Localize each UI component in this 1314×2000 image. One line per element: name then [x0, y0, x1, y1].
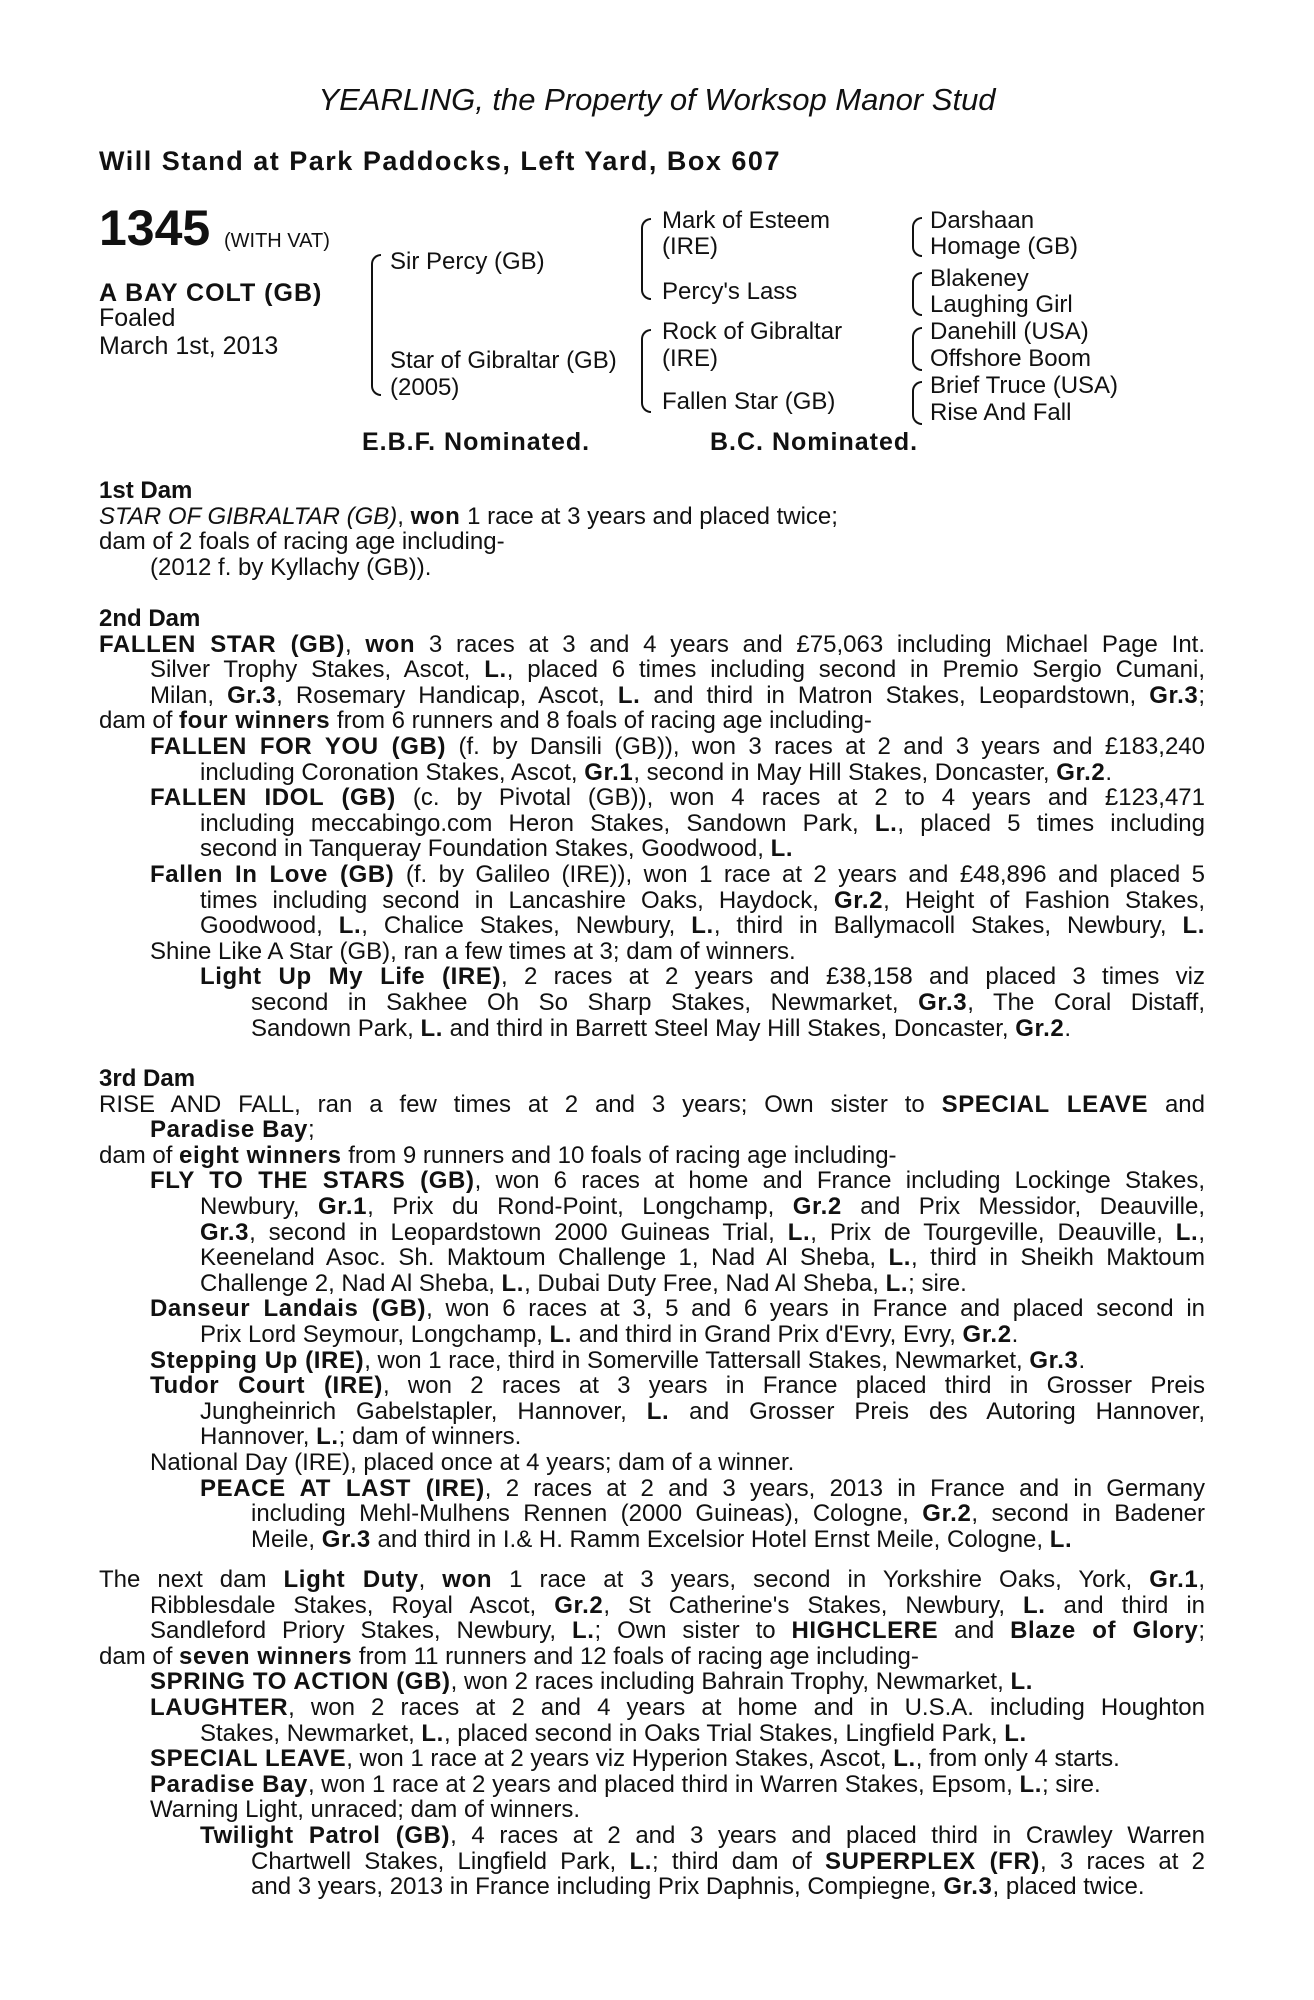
pedigree-sire-dam: Percy's Lass — [662, 278, 798, 305]
text-line — [99, 1296, 1205, 1322]
bold-text: FLY TO THE STARS (GB) — [150, 1167, 475, 1195]
bold-text: Gr.1 — [584, 758, 634, 786]
text-span: second in Sakhee Oh So Sharp Stakes, Newmarket, — [251, 988, 919, 1016]
text-line: National Day (IRE), placed once at 4 years; dam of a winner. — [150, 1448, 795, 1476]
bold-text: Light Duty — [283, 1566, 419, 1593]
bold-text: Paradise Bay — [150, 1116, 308, 1144]
bold-text: Gr.3 — [1149, 681, 1199, 709]
text-span: and Grosser Preis des Autoring Hannover, — [669, 1397, 1205, 1425]
text-span: 3 races at 3 and 4 years and £75,063 including Michael Page Int. — [415, 630, 1205, 658]
text-line: STAR OF GIBRALTAR (GB), won 1 race at 3 years and placed twice; — [99, 502, 838, 530]
text-line — [99, 683, 1205, 709]
bold-text: Gr.2 — [962, 1320, 1012, 1348]
bold-text: SPECIAL LEAVE — [941, 1090, 1149, 1118]
first-dam-section — [99, 478, 1205, 580]
text-line — [99, 734, 1205, 760]
pedigree-sire-sire: Mark of Esteem — [662, 207, 831, 234]
text-span: and third in Barrett Steel May Hill Stakes, Doncaster, — [442, 1014, 1016, 1042]
text-line — [99, 836, 1205, 862]
bold-text: L. — [1049, 1525, 1073, 1553]
bold-text: Gr.3 — [1029, 1346, 1079, 1374]
text-span: , third in Sheikh Maktoum — [911, 1244, 1205, 1272]
text-line — [99, 1399, 1205, 1425]
text-line — [99, 1016, 1205, 1042]
bold-text: L. — [501, 1269, 525, 1297]
section-title: 2nd Dam — [99, 605, 201, 632]
text-span: , The Coral Distaff, — [967, 988, 1205, 1016]
text-span: , placed 5 times including — [897, 809, 1205, 837]
text-span: ; third dam of — [651, 1847, 825, 1875]
text-span: , won 6 races at 3, 5 and 6 years in France and placed second in — [426, 1295, 1205, 1323]
text-span: and third in Matron Stakes, Leopardstown, — [640, 681, 1150, 709]
text-span: , won 1 race at 2 years viz Hyperion Stakes, Ascot, — [346, 1745, 894, 1773]
text-line: Warning Light, unraced; dam of winners. — [150, 1796, 580, 1824]
bold-text: Gr.2 — [834, 886, 884, 914]
text-span: . — [1078, 1346, 1086, 1374]
text-span: and third in Grand Prix d'Evry, Evry, — [572, 1320, 963, 1348]
text-line — [99, 1168, 1205, 1194]
bold-text: SUPERPLEX (FR) — [824, 1847, 1040, 1875]
text-span: , placed twice. — [992, 1873, 1145, 1901]
text-line — [99, 1772, 1205, 1798]
text-line: dam of 2 foals of racing age including- — [99, 528, 505, 556]
foaled-info — [99, 304, 278, 360]
bold-text: Gr.2 — [792, 1192, 842, 1220]
bold-text: L. — [1004, 1719, 1027, 1747]
text-span: including meccabingo.com Heron Stakes, Sandown Park, — [200, 809, 875, 837]
bold-text: Gr.2 — [922, 1500, 972, 1528]
bold-text: L. — [1023, 1591, 1046, 1619]
pedigree-dam-sire-origin: (IRE) — [662, 345, 718, 372]
bold-text: L. — [549, 1320, 573, 1348]
text-span: including Coronation Stakes, Ascot, — [200, 758, 585, 786]
text-span: , Prix de Tourgeville, Deauville, — [810, 1218, 1176, 1246]
text-span: and Prix Messidor, Deauville, — [841, 1192, 1205, 1220]
text-span: STAR OF GIBRALTAR (GB) — [99, 502, 398, 530]
bold-text: Stepping Up (IRE) — [150, 1346, 365, 1374]
pedigree-g1: Darshaan — [930, 207, 1035, 234]
bold-text: L. — [1182, 912, 1205, 940]
text-span: , — [1198, 1566, 1205, 1593]
text-line — [99, 1322, 1205, 1348]
text-span: Chartwell Stakes, Lingfield Park, — [251, 1847, 630, 1875]
pedigree-g8: Rise And Fall — [930, 399, 1072, 426]
text-span: Meile, — [251, 1525, 322, 1553]
bold-text: L. — [420, 1014, 443, 1042]
text-span: second in Tanqueray Foundation Stakes, Goodwood, — [200, 835, 771, 863]
text-span: and third in — [1045, 1591, 1205, 1619]
bold-text: L. — [338, 912, 362, 940]
ebf-nominated: E.B.F. Nominated. — [362, 428, 591, 456]
lot-number: 1345 — [99, 200, 211, 256]
text-span: ; — [1198, 681, 1206, 709]
pedigree-g5: Danehill (USA) — [930, 318, 1089, 345]
bold-text: LAUGHTER — [150, 1693, 289, 1721]
bold-text: Paradise Bay — [150, 1770, 308, 1798]
bold-text: Gr.3 — [943, 1873, 993, 1901]
text-span: (c. by Pivotal (GB)), won 4 races at 2 to 4 years and £123,471 — [395, 784, 1205, 812]
text-line — [99, 1746, 1205, 1772]
text-span: Stakes, Newmarket, — [200, 1719, 422, 1747]
text-span: , won 2 races at 3 years in France placed third in Grosser Preis — [382, 1372, 1205, 1400]
text-span: , — [1198, 1218, 1205, 1246]
text-span: from 9 runners and 10 foals of racing age including- — [341, 1141, 897, 1169]
text-line — [99, 1143, 1205, 1169]
pedigree-brace — [912, 381, 922, 425]
bold-text: Gr.3 — [200, 1218, 250, 1246]
text-span: Silver Trophy Stakes, Ascot, — [150, 656, 485, 684]
text-line — [99, 1849, 1205, 1875]
bold-text: Gr.2 — [1015, 1014, 1065, 1042]
foaled-date: March 1st, 2013 — [99, 332, 279, 360]
pedigree-brace — [371, 254, 381, 396]
text-line: The next dam Light Duty, won 1 race at 3 years, second in Yorkshire Oaks, York, Gr.1, — [99, 1566, 1205, 1593]
text-span: , won 6 races at home and France including Lockinge Stakes, — [474, 1167, 1205, 1195]
bold-text: Gr.2 — [1056, 758, 1106, 786]
text-span: , St Catherine's Stakes, Newbury, — [603, 1591, 1024, 1619]
text-line — [99, 1245, 1205, 1271]
bold-text: L. — [316, 1423, 339, 1451]
pedigree-brace — [641, 218, 651, 300]
pedigree-g6: Offshore Boom — [930, 345, 1091, 372]
section-title: 1st Dam — [99, 477, 193, 504]
bold-text: L. — [484, 656, 507, 684]
text-line — [99, 1874, 1205, 1900]
text-span: . — [1105, 758, 1112, 786]
text-line — [99, 1194, 1205, 1220]
bold-text: L. — [885, 1269, 909, 1297]
lot-description: A BAY COLT (GB) — [99, 279, 323, 307]
text-span: Ribblesdale Stakes, Royal Ascot, — [150, 1591, 555, 1619]
text-line — [99, 1644, 1205, 1670]
text-span: Milan, — [150, 681, 228, 709]
text-span: , second in Badener — [971, 1500, 1206, 1528]
text-span: and — [1148, 1090, 1205, 1118]
bold-text: L. — [893, 1745, 916, 1773]
bold-text: Gr.3 — [227, 681, 277, 709]
bold-text: L. — [1175, 1218, 1199, 1246]
text-line — [99, 1669, 1205, 1695]
text-line — [99, 1092, 1205, 1118]
bold-text: Gr.1 — [1149, 1566, 1199, 1593]
next-dam-section — [99, 1567, 1205, 1900]
bold-text: L. — [770, 835, 794, 863]
text-line — [99, 964, 1205, 990]
text-span: 1 race at 3 years and placed twice; — [460, 502, 838, 530]
text-span: ; dam of winners. — [338, 1423, 522, 1451]
text-span: Sandown Park, — [251, 1014, 421, 1042]
text-span: , from only 4 starts. — [915, 1745, 1120, 1773]
bold-text: four winners — [179, 707, 331, 735]
second-dam-section — [99, 606, 1205, 1041]
bold-text: Twilight Patrol (GB) — [200, 1821, 451, 1849]
pedigree-brace — [912, 217, 922, 257]
bold-text: L. — [421, 1719, 444, 1747]
text-span: including Mehl-Mulhens Rennen (2000 Guineas), Cologne, — [251, 1500, 923, 1528]
bc-nominated: B.C. Nominated. — [710, 428, 919, 456]
text-span: ; — [307, 1116, 315, 1144]
pedigree-g2: Homage (GB) — [930, 233, 1079, 260]
text-line — [99, 1527, 1205, 1553]
text-span: Goodwood, — [200, 912, 339, 940]
text-line — [99, 1220, 1205, 1246]
text-line: (2012 f. by Kyllachy (GB)). — [150, 553, 432, 581]
text-span: , Rosemary Handicap, Ascot, — [276, 681, 618, 709]
bold-text: won — [410, 502, 461, 530]
text-span: Jungheinrich Gabelstapler, Hannover, — [200, 1397, 647, 1425]
pedigree-brace — [912, 272, 922, 316]
text-line — [99, 1271, 1205, 1297]
text-span: Prix Lord Seymour, Longchamp, — [200, 1320, 550, 1348]
foaled-label: Foaled — [99, 304, 176, 332]
pedigree-g4: Laughing Girl — [930, 291, 1073, 318]
text-span: , placed second in Oaks Trial Stakes, Lingfield Park, — [443, 1719, 1005, 1747]
bold-text: eight winners — [179, 1141, 342, 1169]
text-span: , won 2 races at 2 and 4 years at home and in U.S.A. including Houghton — [288, 1693, 1205, 1721]
text-span: and third in I.& H. Ramm Excelsior Hotel Ernst Meile, Cologne, — [370, 1525, 1050, 1553]
text-line — [99, 1695, 1205, 1721]
text-span: , second in May Hill Stakes, Doncaster, — [633, 758, 1057, 786]
location-line: Will Stand at Park Paddocks, Left Yard, Box 607 — [99, 146, 781, 176]
text-span: . — [1064, 1014, 1071, 1042]
bold-text: FALLEN STAR (GB) — [99, 630, 345, 658]
text-span: RISE AND FALL, ran a few times at 2 and 3 years; Own sister to — [99, 1090, 942, 1118]
text-line — [99, 657, 1205, 683]
bold-text: Fallen In Love (GB) — [150, 860, 395, 888]
pedigree-sire: Sir Percy (GB) — [390, 248, 545, 275]
bold-text: L. — [787, 1218, 811, 1246]
text-line — [99, 1823, 1205, 1849]
text-span: , 3 races at 2 — [1039, 1847, 1205, 1875]
text-span: (f. by Galileo (IRE)), won 1 race at 2 years and £48,896 and placed 5 — [394, 860, 1205, 888]
text-span: times including second in Lancashire Oaks, Haydock, — [200, 886, 834, 914]
text-span: , 4 races at 2 and 3 years and placed third in Crawley Warren — [450, 1821, 1206, 1849]
bold-text: L. — [1019, 1770, 1042, 1798]
text-line — [99, 811, 1205, 837]
text-span: , won 1 race, third in Somerville Tattersall Stakes, Newmarket, — [364, 1346, 1030, 1374]
bold-text: Gr.3 — [321, 1525, 371, 1553]
text-span: ; sire. — [908, 1269, 967, 1297]
text-span: ; — [1198, 1617, 1205, 1645]
text-span: , placed 6 times including second in Premio Sergio Cumani, — [506, 656, 1205, 684]
section-title: 3rd Dam — [99, 1065, 196, 1092]
bold-text: SPRING TO ACTION (GB) — [150, 1668, 451, 1696]
text-line — [99, 862, 1205, 888]
text-line — [99, 1618, 1205, 1644]
text-span: The next dam — [99, 1566, 284, 1593]
pedigree-dam-dam: Fallen Star (GB) — [662, 388, 836, 415]
text-line — [99, 1117, 1205, 1143]
bold-text: won — [442, 1566, 493, 1593]
bold-text: SPECIAL LEAVE — [150, 1745, 347, 1773]
text-span: and 3 years, 2013 in France including Prix Daphnis, Compiegne, — [251, 1873, 944, 1901]
bold-text: L. — [1010, 1668, 1033, 1696]
text-span: , Height of Fashion Stakes, — [883, 886, 1205, 914]
vat-note: (WITH VAT) — [224, 230, 330, 252]
text-line — [99, 913, 1205, 939]
text-span: from 6 runners and 8 foals of racing age including- — [330, 707, 872, 735]
bold-text: L. — [888, 1244, 912, 1272]
text-span: , Prix du Rond-Point, Longchamp, — [367, 1192, 793, 1220]
text-line — [99, 888, 1205, 914]
text-line — [99, 785, 1205, 811]
text-line — [99, 708, 1205, 734]
text-line — [99, 1373, 1205, 1399]
pedigree-brace — [641, 329, 651, 413]
text-span: dam of — [99, 707, 180, 735]
bold-text: L. — [691, 912, 714, 940]
bold-text: FALLEN IDOL (GB) — [150, 784, 396, 812]
bold-text: PEACE AT LAST (IRE) — [200, 1474, 485, 1502]
bold-text: Gr.2 — [554, 1591, 604, 1619]
text-span: , won 1 race at 2 years and placed third in Warren Stakes, Epsom, — [307, 1770, 1020, 1798]
bold-text: L. — [571, 1617, 595, 1645]
bold-text: HIGHCLERE — [791, 1617, 939, 1645]
pedigree-dam-sire: Rock of Gibraltar — [662, 318, 843, 345]
text-line — [99, 1593, 1205, 1619]
text-span: ; sire. — [1041, 1770, 1101, 1798]
bold-text: Light Up My Life (IRE) — [200, 963, 502, 991]
text-span: Challenge 2, Nad Al Sheba, — [200, 1269, 502, 1297]
text-line — [99, 1348, 1205, 1374]
pedigree-dam: Star of Gibraltar (GB) — [390, 347, 617, 374]
text-span: Sandleford Priory Stakes, Newbury, — [150, 1617, 572, 1645]
bold-text: seven winners — [179, 1642, 353, 1670]
text-span: (f. by Dansili (GB)), won 3 races at 2 and 3 years and £183,240 — [446, 732, 1205, 760]
third-dam-section — [99, 1066, 1205, 1552]
pedigree-dam-year: (2005) — [390, 374, 460, 401]
text-span: , 2 races at 2 and 3 years, 2013 in France and in Germany — [484, 1474, 1205, 1502]
text-span: , second in Leopardstown 2000 Guineas Trial, — [249, 1218, 788, 1246]
text-span: , Chalice Stakes, Newbury, — [361, 912, 692, 940]
text-span: dam of — [99, 1642, 180, 1670]
text-span: Keeneland Asoc. Sh. Maktoum Challenge 1, Nad Al Sheba, — [200, 1244, 889, 1272]
text-span: Hannover, — [200, 1423, 317, 1451]
text-line — [99, 990, 1205, 1016]
pedigree-g7: Brief Truce (USA) — [930, 372, 1119, 399]
text-line — [99, 1501, 1205, 1527]
text-span: and — [938, 1617, 1011, 1645]
bold-text: Blaze of Glory — [1010, 1617, 1199, 1645]
text-line — [99, 1476, 1205, 1502]
text-line — [99, 1721, 1205, 1747]
text-span: 1 race at 3 years, second in Yorkshire Oaks, York, — [492, 1566, 1150, 1593]
bold-text: L. — [617, 681, 641, 709]
text-span: ; Own sister to — [594, 1617, 792, 1645]
bold-text: Gr.1 — [318, 1192, 368, 1220]
bold-text: Danseur Landais (GB) — [150, 1295, 427, 1323]
text-line: FALLEN STAR (GB), won 3 races at 3 and 4 years and £75,063 including Michael Page Int. — [99, 630, 1205, 658]
pedigree-brace — [912, 327, 922, 371]
text-line — [99, 1424, 1205, 1450]
text-span: . — [1011, 1320, 1019, 1348]
bold-text: L. — [646, 1397, 670, 1425]
text-span: , Dubai Duty Free, Nad Al Sheba, — [524, 1269, 886, 1297]
text-span: Newbury, — [200, 1192, 319, 1220]
bold-text: Gr.3 — [918, 988, 968, 1016]
bold-text: FALLEN FOR YOU (GB) — [150, 732, 447, 760]
page-title: YEARLING, the Property of Worksop Manor Stud — [318, 82, 996, 117]
text-line — [99, 760, 1205, 786]
text-span: , won 2 races including Bahrain Trophy, Newmarket, — [450, 1668, 1011, 1696]
bold-text: won — [365, 630, 416, 658]
text-span: , third in Ballymacoll Stakes, Newbury, — [713, 912, 1183, 940]
bold-text: L. — [629, 1847, 652, 1875]
bold-text: Tudor Court (IRE) — [150, 1372, 383, 1400]
text-span: dam of — [99, 1141, 180, 1169]
pedigree-g3: Blakeney — [930, 265, 1029, 292]
text-span: , 2 races at 2 years and £38,158 and placed 3 times viz — [501, 963, 1205, 991]
bold-text: L. — [874, 809, 898, 837]
text-line: Shine Like A Star (GB), ran a few times at 3; dam of winners. — [150, 937, 796, 965]
text-span: from 11 runners and 12 foals of racing age including- — [352, 1642, 919, 1670]
pedigree-sire-sire-origin: (IRE) — [662, 233, 718, 260]
